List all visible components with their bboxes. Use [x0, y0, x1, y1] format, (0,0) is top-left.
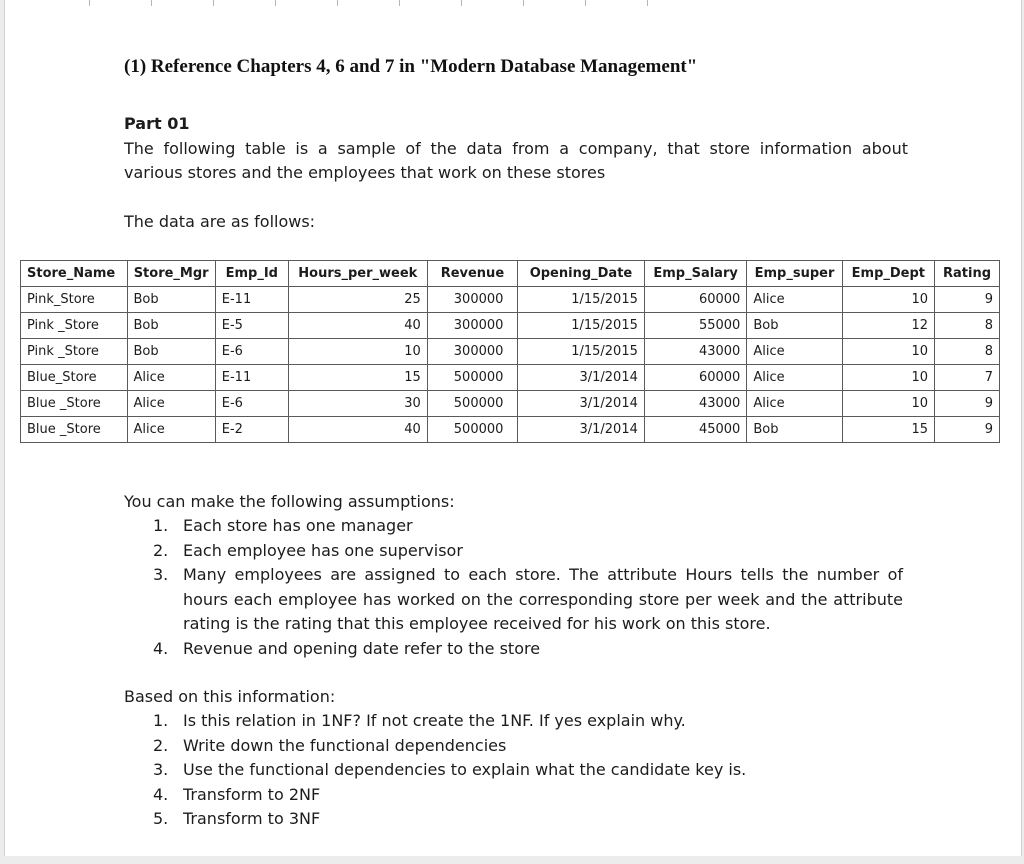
ruler-tick: [275, 0, 276, 6]
list-item-text: Transform to 2NF: [183, 784, 321, 804]
table-cell: Blue _Store: [21, 391, 128, 417]
list-item: [5, 783, 903, 808]
table-cell: Pink_Store: [21, 287, 128, 313]
table-cell: 8: [935, 313, 1000, 339]
list-item-text: Many employees are assigned to each store. The attribute Hours tells the number of hours each employee has worked on the corresponding store per week and the attribute rating is the rating that this employee received for his work on this store.: [183, 565, 903, 633]
table-cell: 7: [935, 365, 1000, 391]
questions-title: Based on this information:: [124, 687, 336, 706]
list-item: [5, 563, 903, 637]
table-cell: 12: [842, 313, 934, 339]
table-cell: 8: [935, 339, 1000, 365]
table-cell: 500000: [427, 365, 517, 391]
table-cell: Alice: [747, 287, 842, 313]
table-cell: 10: [842, 391, 934, 417]
column-header: Emp_Id: [215, 261, 288, 287]
table-cell: 9: [935, 287, 1000, 313]
table-cell: Bob: [127, 339, 215, 365]
table-cell: Pink _Store: [21, 313, 128, 339]
table-header-row: [21, 261, 1000, 287]
table-cell: E-5: [215, 313, 288, 339]
table-cell: E-11: [215, 365, 288, 391]
list-marker: 2.: [153, 540, 169, 560]
table-cell: Alice: [747, 339, 842, 365]
table-cell: 300000: [427, 339, 517, 365]
document-page: [4, 0, 1022, 856]
ruler-tick: [213, 0, 214, 6]
part-title: Part 01: [124, 114, 190, 133]
table-cell: Alice: [747, 365, 842, 391]
table-cell: E-6: [215, 339, 288, 365]
list-item: [5, 514, 903, 539]
column-header: Opening_Date: [518, 261, 645, 287]
table-cell: 43000: [644, 339, 746, 365]
table-cell: E-2: [215, 417, 288, 443]
description-line-2: various stores and the employees that work on these stores: [124, 163, 606, 182]
column-header: Hours_per_week: [288, 261, 427, 287]
table-cell: Bob: [127, 313, 215, 339]
column-header: Emp_Salary: [644, 261, 746, 287]
table-cell: Blue _Store: [21, 417, 128, 443]
list-item: [5, 758, 903, 783]
table-cell: Blue_Store: [21, 365, 128, 391]
table-cell: 9: [935, 417, 1000, 443]
table-cell: Pink _Store: [21, 339, 128, 365]
ruler-tick: [523, 0, 524, 6]
table-cell: 40: [288, 313, 427, 339]
list-item-text: Each store has one manager: [183, 516, 413, 535]
table-cell: Bob: [747, 313, 842, 339]
list-marker: 4.: [153, 638, 169, 658]
column-header: Store_Name: [21, 261, 128, 287]
list-item-text: Each employee has one supervisor: [183, 540, 463, 560]
table-cell: 300000: [427, 313, 517, 339]
ruler-tick: [89, 0, 90, 6]
table-cell: 3/1/2014: [518, 365, 645, 391]
list-item-text: Transform to 3NF: [183, 809, 321, 828]
questions-list: [5, 709, 903, 832]
list-marker: 3.: [153, 565, 169, 584]
document-heading: (1) Reference Chapters 4, 6 and 7 in "Modern Database Management": [124, 56, 698, 77]
list-item-text: Revenue and opening date refer to the store: [183, 638, 541, 658]
list-item-text: Use the functional dependencies to explain what the candidate key is.: [183, 760, 747, 779]
table-cell: 60000: [644, 287, 746, 313]
table-cell: 55000: [644, 313, 746, 339]
table-cell: 15: [288, 365, 427, 391]
table-cell: 1/15/2015: [518, 313, 645, 339]
table-cell: 10: [842, 339, 934, 365]
list-item: [5, 807, 903, 832]
table-cell: 10: [842, 287, 934, 313]
table-cell: Alice: [747, 391, 842, 417]
list-marker: 1.: [153, 516, 169, 535]
list-item: [5, 637, 903, 662]
column-header: Emp_Dept: [842, 261, 934, 287]
list-item-text: Is this relation in 1NF? If not create the 1NF. If yes explain why.: [183, 711, 686, 730]
table-cell: 500000: [427, 391, 517, 417]
table-cell: Alice: [127, 391, 215, 417]
table-row: [21, 287, 1000, 313]
table-cell: 9: [935, 391, 1000, 417]
ruler-tick: [151, 0, 152, 6]
table-row: [21, 417, 1000, 443]
assumptions-list: [5, 514, 903, 661]
column-header: Emp_super: [747, 261, 842, 287]
ruler-tick: [461, 0, 462, 6]
table-cell: Bob: [127, 287, 215, 313]
table-cell: 15: [842, 417, 934, 443]
table-cell: 43000: [644, 391, 746, 417]
table-cell: 30: [288, 391, 427, 417]
table-intro: The data are as follows:: [124, 212, 316, 231]
description-line-1: The following table is a sample of the data from a company, that store information about: [124, 139, 908, 158]
table-cell: Bob: [747, 417, 842, 443]
table-cell: 300000: [427, 287, 517, 313]
table-cell: E-11: [215, 287, 288, 313]
table-cell: 60000: [644, 365, 746, 391]
list-marker: 3.: [153, 760, 169, 779]
column-header: Rating: [935, 261, 1000, 287]
ruler-tick: [585, 0, 586, 6]
list-marker: 2.: [153, 735, 169, 755]
table-cell: 500000: [427, 417, 517, 443]
table-row: [21, 365, 1000, 391]
table-cell: 3/1/2014: [518, 417, 645, 443]
list-item: [5, 709, 903, 734]
table-cell: Alice: [127, 417, 215, 443]
data-table: [20, 260, 1000, 443]
table-cell: 10: [842, 365, 934, 391]
table-cell: 45000: [644, 417, 746, 443]
table-cell: 1/15/2015: [518, 339, 645, 365]
table-cell: 40: [288, 417, 427, 443]
table-row: [21, 339, 1000, 365]
assumptions-title: You can make the following assumptions:: [124, 492, 455, 511]
table-cell: 1/15/2015: [518, 287, 645, 313]
column-header: Revenue: [427, 261, 517, 287]
list-item: [5, 734, 903, 759]
table-row: [21, 391, 1000, 417]
table-cell: Alice: [127, 365, 215, 391]
table-row: [21, 313, 1000, 339]
list-marker: 5.: [153, 809, 169, 828]
list-marker: 1.: [153, 711, 169, 730]
table-cell: 10: [288, 339, 427, 365]
column-header: Store_Mgr: [127, 261, 215, 287]
ruler-tick: [399, 0, 400, 6]
table-cell: 25: [288, 287, 427, 313]
table-cell: E-6: [215, 391, 288, 417]
list-marker: 4.: [153, 784, 169, 804]
list-item-text: Write down the functional dependencies: [183, 735, 507, 755]
list-item: [5, 539, 903, 564]
ruler-tick: [337, 0, 338, 6]
table-cell: 3/1/2014: [518, 391, 645, 417]
ruler-tick: [647, 0, 648, 6]
